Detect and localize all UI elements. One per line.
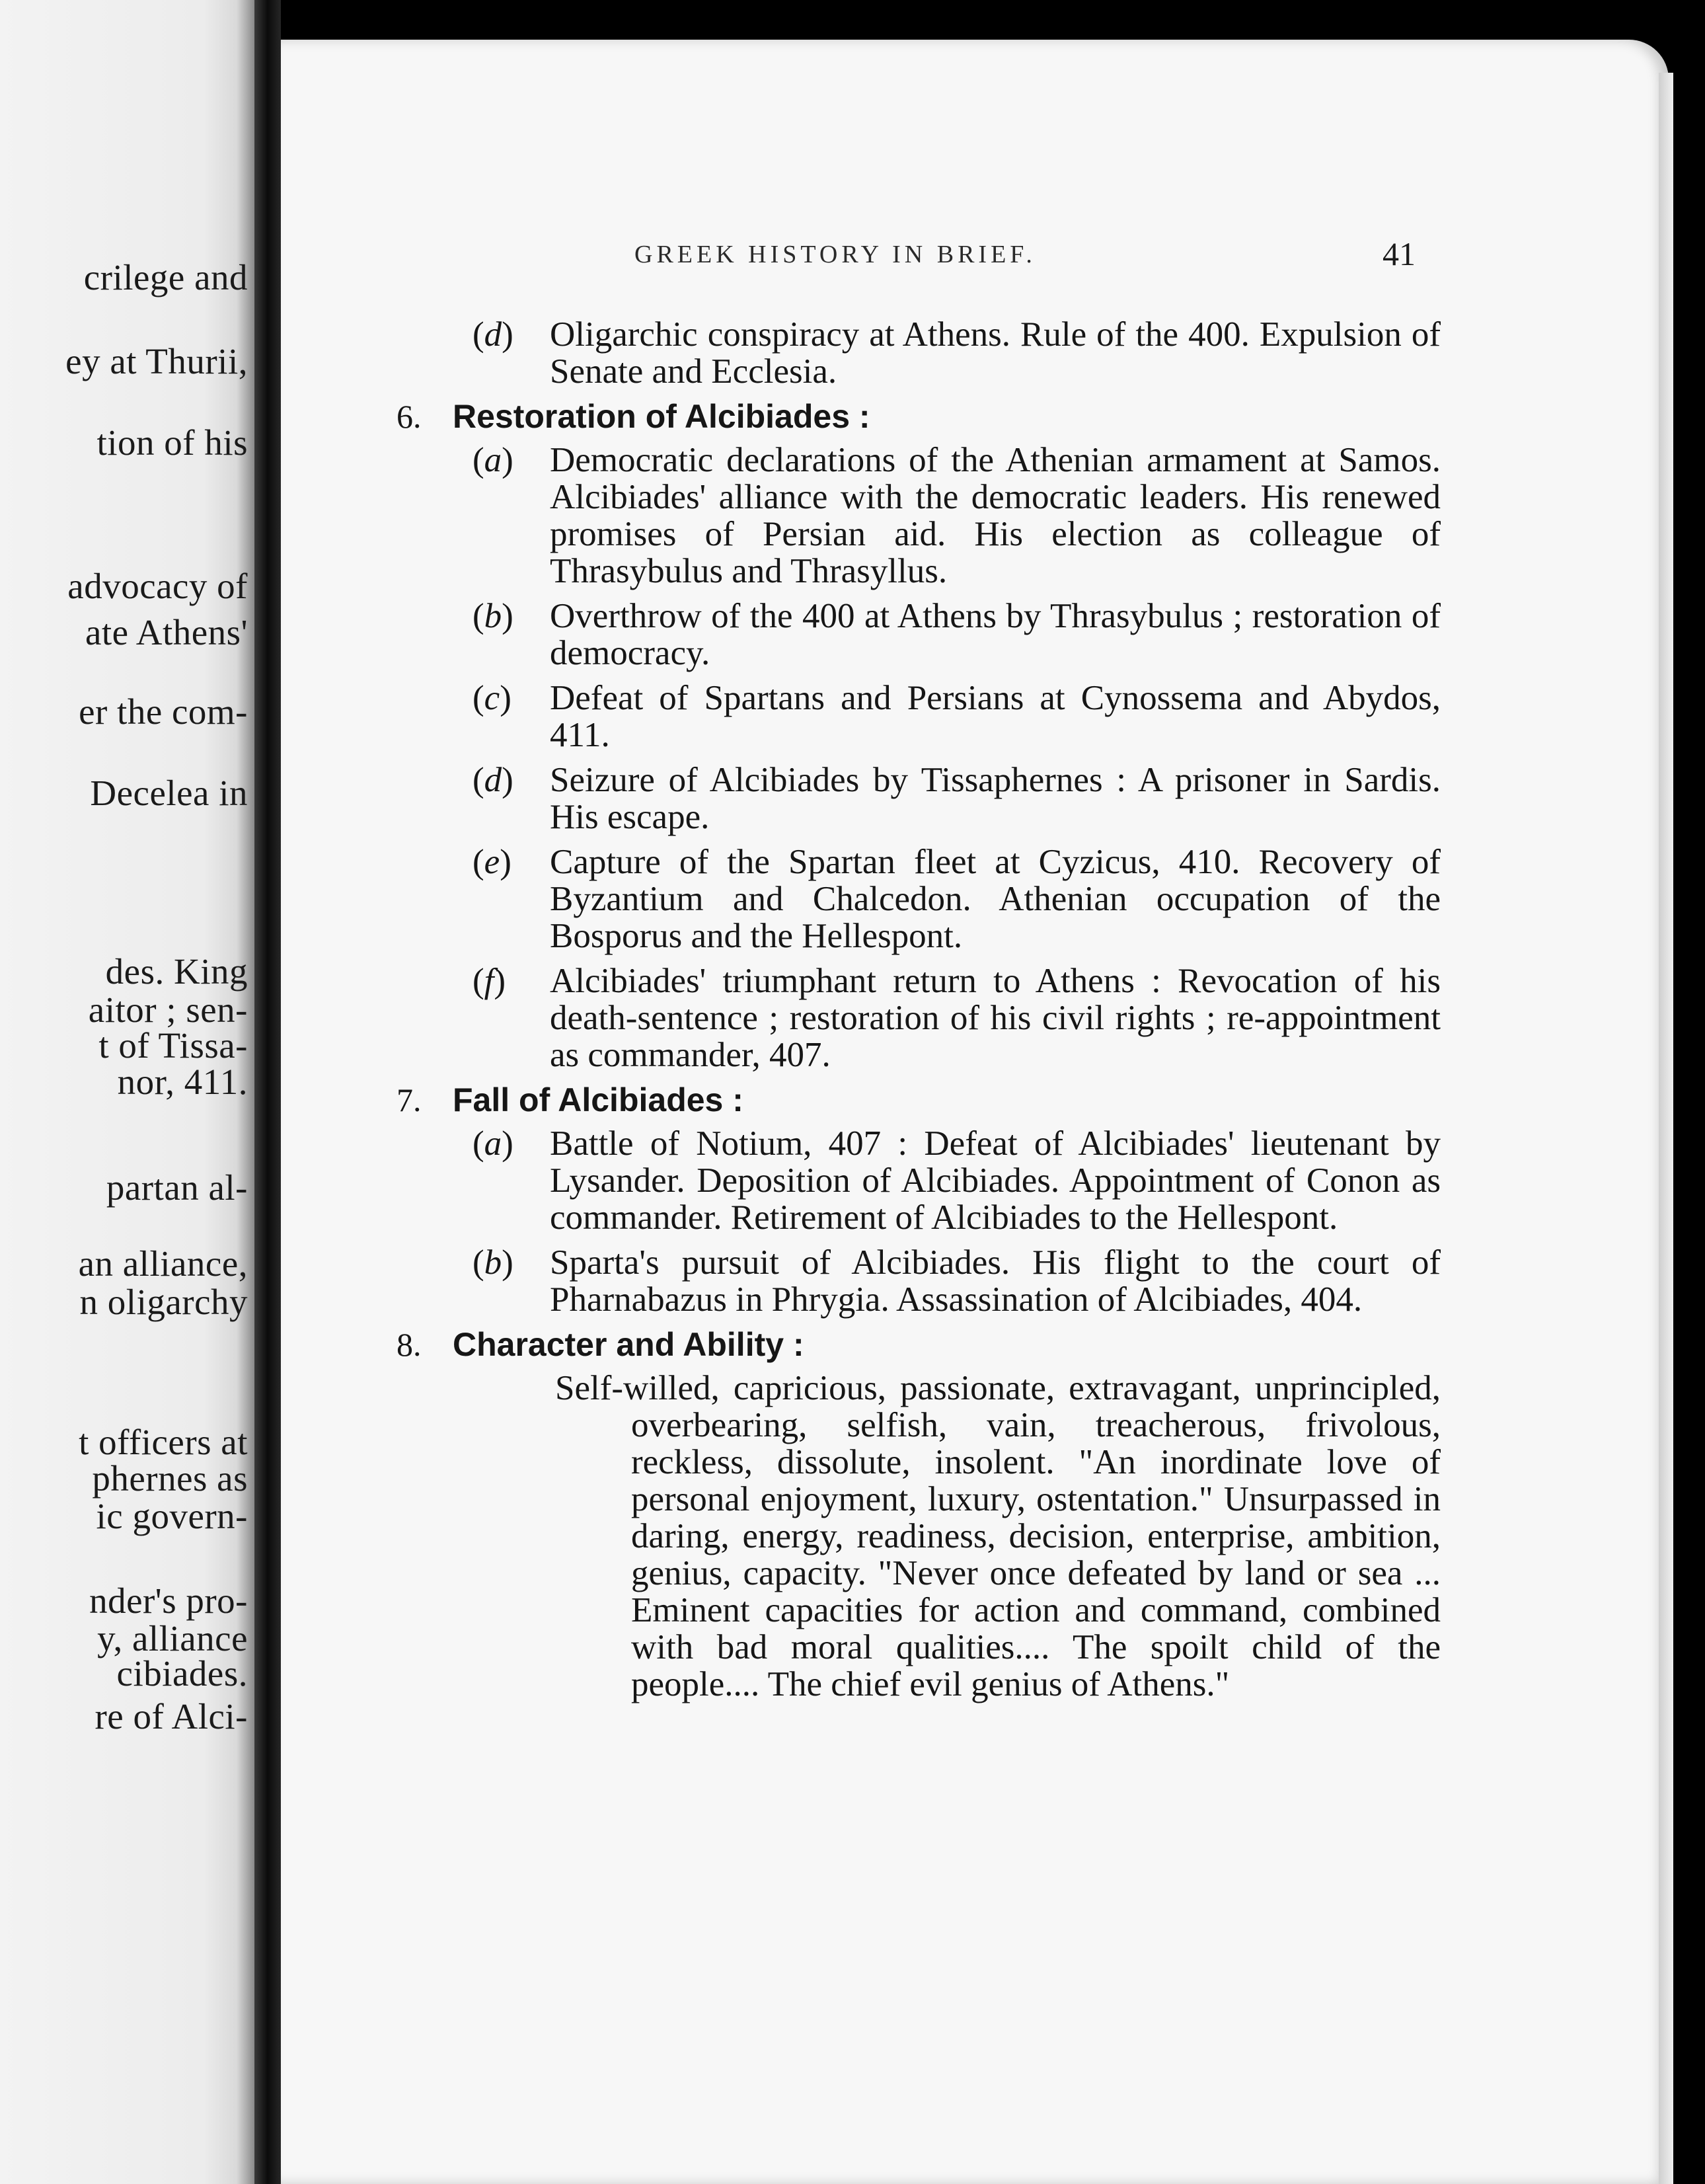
facing-page-line: er the com- — [79, 691, 248, 732]
facing-page-line: t officers at — [79, 1422, 248, 1462]
item-label: (b) — [473, 1243, 513, 1282]
facing-page-line: n oligarchy — [79, 1282, 248, 1322]
page-body — [397, 316, 1441, 1703]
list-item — [397, 1125, 1441, 1236]
facing-page-line: ey at Thurii, — [65, 341, 248, 381]
section-number: 8. — [397, 1326, 422, 1363]
section-title: Character and Ability : — [453, 1326, 804, 1363]
item-text: Sparta's pursuit of Alcibiades. His flight to the court of Pharnabazus in Phrygia. Assassination of Alcibiades, 404. — [550, 1243, 1441, 1319]
facing-page — [0, 0, 254, 2184]
facing-page-line: advocacy of — [67, 566, 248, 606]
list-item — [397, 843, 1441, 955]
item-text: Seizure of Alcibiades by Tissaphernes : A prisoner in Sardis. His escape. — [550, 761, 1441, 836]
list-item — [397, 761, 1441, 836]
running-title: GREEK HISTORY IN BRIEF. — [634, 241, 1036, 268]
list-item — [397, 316, 1441, 390]
section-heading — [397, 1326, 1441, 1363]
list-item — [397, 962, 1441, 1073]
section-number: 6. — [397, 398, 422, 435]
item-label: (a) — [473, 1124, 513, 1163]
list-item — [397, 598, 1441, 672]
facing-page-line: des. King — [105, 951, 248, 992]
section-heading — [397, 1081, 1441, 1118]
facing-page-line: nor, 411. — [117, 1062, 248, 1102]
list-item — [397, 680, 1441, 754]
item-text: Defeat of Spartans and Persians at Cynossema and Abydos, 411. — [550, 679, 1441, 754]
item-text: Alcibiades' triumphant return to Athens : Revocation of his death-sentence ; restoration of his civil rights ; re-appointment as commander, 407. — [550, 962, 1441, 1074]
item-text: Battle of Notium, 407 : Defeat of Alcibiades' lieutenant by Lysander. Deposition of Alcibiades. Appointment of Conon as commander. Retirement of Alcibiades to the Hellespont. — [550, 1124, 1441, 1237]
facing-page-line: ate Athens' — [85, 612, 248, 652]
facing-page-line: t of Tissa- — [98, 1025, 248, 1066]
item-label: (b) — [473, 597, 513, 635]
facing-page-line: partan al- — [106, 1167, 248, 1208]
item-text: Oligarchic conspiracy at Athens. Rule of the 400. Expulsion of Senate and Ecclesia. — [550, 315, 1441, 391]
section-title: Fall of Alcibiades : — [453, 1081, 743, 1118]
item-label: (c) — [473, 679, 511, 717]
facing-page-line: crilege and — [83, 257, 248, 297]
item-label: (e) — [473, 843, 511, 881]
section-title: Restoration of Alcibiades : — [453, 398, 870, 435]
item-text: Capture of the Spartan fleet at Cyzicus, 410. Recovery of Byzantium and Chalcedon. Athenian occupation of the Bosporus and the Hellespont. — [550, 843, 1441, 955]
list-item — [397, 1244, 1441, 1318]
book-gutter — [254, 0, 281, 2184]
section-heading — [397, 398, 1441, 435]
item-label: (f) — [473, 962, 506, 1000]
character-paragraph: Self-willed, capricious, passionate, extravagant, unprincipled, overbearing, selfish, vain, treacherous, frivolous, reckless, dissolute, insolent. "An inordinate love of personal enjoyment, luxury, ostentation." Unsurpassed in daring, energy, readiness, decision, enterprise, ambition, genius, capacity. "Never once defeated by land or sea ... Eminent capacities for action and command, combined with bad moral qualities.... The spoilt child of the people.... The chief evil genius of Athens." — [555, 1369, 1441, 1703]
facing-page-line: ic govern- — [96, 1496, 248, 1536]
item-label: (a) — [473, 441, 513, 479]
facing-page-line: tion of his — [96, 422, 248, 463]
facing-page-line: y, alliance — [97, 1618, 248, 1658]
item-text: Overthrow of the 400 at Athens by Thrasybulus ; restoration of democracy. — [550, 597, 1441, 672]
list-item — [397, 442, 1441, 590]
facing-page-line: phernes as — [92, 1458, 248, 1499]
item-label: (d) — [473, 315, 513, 354]
section-number: 7. — [397, 1081, 422, 1118]
page-number: 41 — [1383, 235, 1416, 272]
facing-page-line: aitor ; sen- — [88, 990, 248, 1030]
facing-page-line: re of Alci- — [95, 1696, 248, 1736]
facing-page-line: cibiades. — [116, 1653, 248, 1694]
page-edge — [1659, 73, 1673, 2184]
item-text: Democratic declarations of the Athenian armament at Samos. Alcibiades' alliance with the democratic leaders. His renewed promises of Persian aid. His election as colleague of Thrasybulus and Thrasyllus. — [550, 441, 1441, 590]
facing-page-line: nder's pro- — [89, 1580, 248, 1621]
facing-page-line: an alliance, — [78, 1243, 248, 1284]
item-label: (d) — [473, 761, 513, 799]
facing-page-line: Decelea in — [90, 773, 248, 813]
